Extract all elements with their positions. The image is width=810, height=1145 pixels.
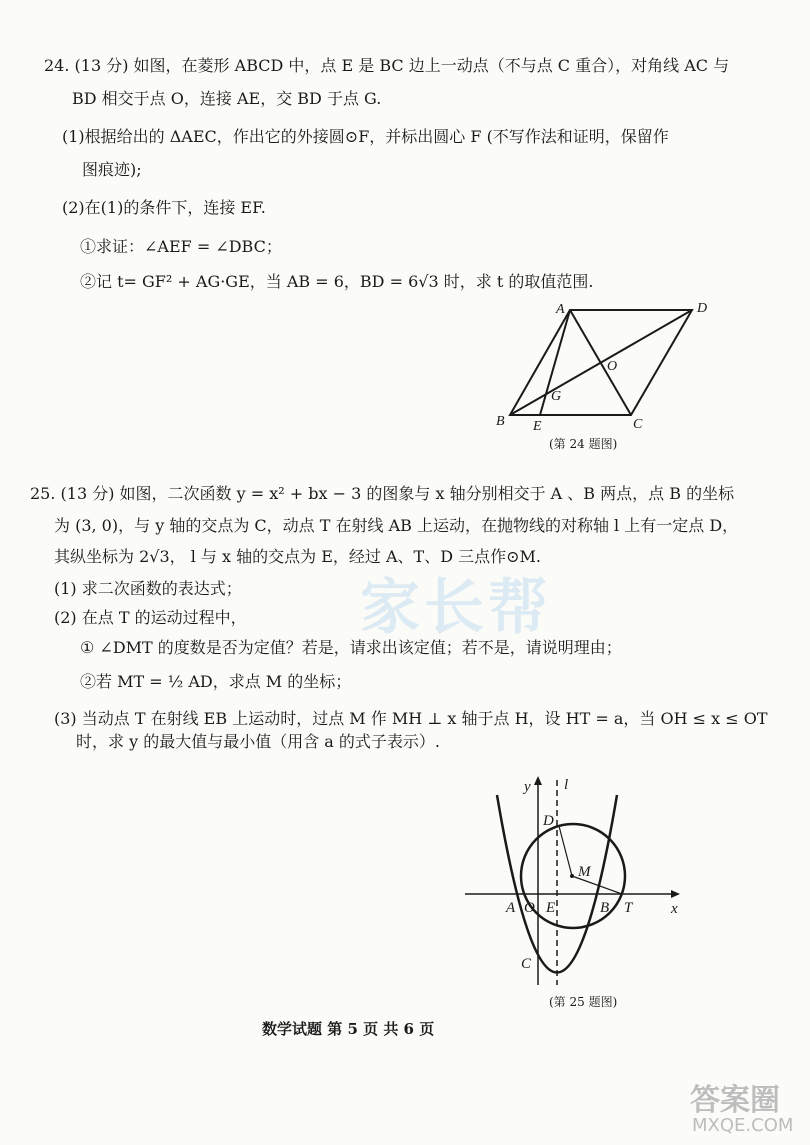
label-e: E — [546, 900, 556, 916]
q25-part2-2: ②若 MT = ½ AD，求点 M 的坐标； — [80, 672, 352, 691]
label-e: E — [533, 419, 542, 434]
point-m — [570, 874, 574, 878]
q25-line2: 为 (3, 0)，与 y 轴的交点为 C，动点 T 在射线 AB 上运动，在抛物线的对称轴 l 上有一定点 D， — [54, 516, 739, 535]
label-b: B — [496, 414, 505, 429]
page-footer: 数学试题 第 5 页 共 6 页 — [262, 1020, 435, 1038]
label-c: C — [521, 956, 532, 972]
segment-dm — [559, 826, 572, 876]
label-a: A — [506, 900, 516, 916]
figure-24-caption: (第 24 题图) — [549, 437, 618, 451]
figure-25-caption: (第 25 题图) — [549, 995, 618, 1009]
x-axis-arrow — [671, 890, 680, 898]
label-d: D — [697, 301, 708, 316]
label-x: x — [671, 901, 678, 917]
q25-line1: 25. (13 分) 如图，二次函数 y = x² + bx − 3 的图象与 x 轴分别相交于 A 、B 两点，点 B 的坐标 — [30, 484, 735, 503]
q25-part3-a: (3) 当动点 T 在射线 EB 上运动时，过点 M 作 MH ⊥ x 轴于点 H，设 HT = a，当 OH ≤ x ≤ OT — [54, 709, 768, 728]
label-o: O — [607, 359, 618, 374]
label-t: T — [624, 900, 633, 916]
label-b: B — [600, 900, 610, 916]
q25-part2-1: ① ∠DMT 的度数是否为定值？若是，请求出该定值；若不是，请说明理由； — [80, 638, 622, 657]
watermark-text: 家长帮 — [360, 573, 552, 643]
corner-watermark-logo: 答案圈 — [690, 1083, 780, 1118]
q24-part2: (2)在(1)的条件下，连接 EF. — [62, 198, 266, 217]
label-d: D — [543, 813, 554, 829]
label-c: C — [633, 417, 643, 432]
corner-watermark-url: MXQE.COM — [692, 1115, 794, 1136]
q25-part3-b: 时，求 y 的最大值与最小值（用含 a 的式子表示）. — [76, 732, 441, 751]
label-g: G — [551, 389, 562, 404]
q25-line3: 其纵坐标为 2√3， l 与 x 轴的交点为 E，经过 A、T、D 三点作⊙M. — [54, 547, 541, 566]
label-a: A — [556, 302, 565, 317]
label-m: M — [578, 864, 591, 880]
q24-part2-1: ①求证：∠AEF = ∠DBC； — [80, 237, 282, 256]
label-o: O — [524, 900, 535, 916]
y-axis-arrow — [534, 776, 542, 785]
q24-part1-a: (1)根据给出的 ΔAEC，作出它的外接圆⊙F，并标出圆心 F (不写作法和证明，保留作 — [62, 127, 669, 146]
q24-part2-2: ②记 t= GF² + AG·GE，当 AB = 6，BD = 6√3 时，求 t 的取值范围. — [80, 272, 594, 291]
q24-line1: 24. (13 分) 如图，在菱形 ABCD 中，点 E 是 BC 边上一动点（不与点 C 重合），对角线 AC 与 — [44, 56, 730, 75]
label-l: l — [564, 777, 569, 793]
q24-part1-b: 图痕迹); — [82, 160, 142, 179]
q25-part1: (1) 求二次函数的表达式； — [54, 579, 242, 598]
q25-part2: (2) 在点 T 的运动过程中， — [54, 608, 247, 627]
q24-line2: BD 相交于点 O，连接 AE，交 BD 于点 G. — [72, 89, 382, 108]
label-y: y — [524, 779, 531, 795]
